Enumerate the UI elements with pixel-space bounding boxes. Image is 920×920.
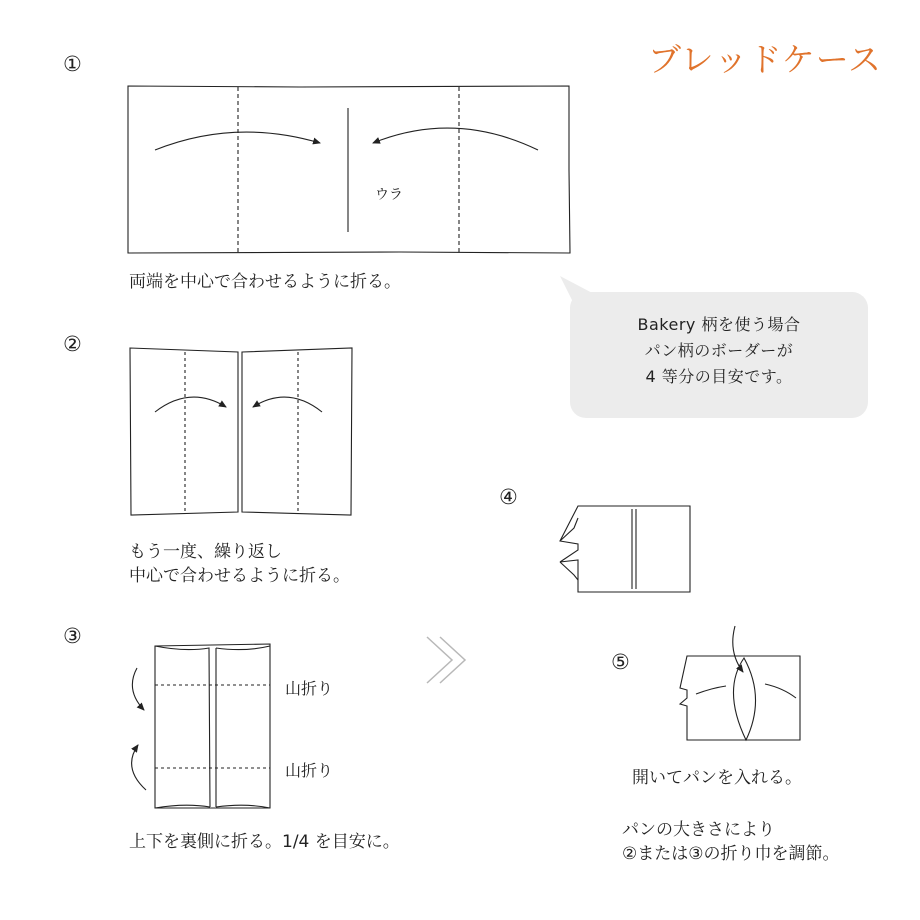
step1-arrow-left xyxy=(155,132,320,150)
step3-fold-label-top: 山折り xyxy=(285,679,334,698)
step2-arrow-right xyxy=(253,397,322,412)
step2-number: ② xyxy=(63,332,82,356)
step3-arrow-top xyxy=(132,668,144,710)
step5-note xyxy=(622,818,839,866)
step5-arrow xyxy=(733,626,743,672)
step3-paper xyxy=(155,644,270,808)
double-chevron-right-icon xyxy=(427,637,465,683)
step2-caption-line-2: 中心で合わせるように折る。 xyxy=(129,566,350,586)
step5-note-line-2: ②または③の折り巾を調節。 xyxy=(622,844,840,864)
step5-opening xyxy=(733,658,755,740)
step5-note-line-1: パンの大きさにより xyxy=(622,820,775,840)
step2-caption xyxy=(129,540,350,588)
step1-diagram xyxy=(128,86,570,253)
step3-fold-label-bottom: 山折り xyxy=(285,761,334,780)
step3-caption: 上下を裏側に折る。1/4 を目安に。 xyxy=(129,832,400,852)
step5-number: ⑤ xyxy=(611,650,630,674)
step2-diagram xyxy=(130,348,352,515)
step4-number: ④ xyxy=(499,485,518,509)
step3-arrow-bottom xyxy=(132,745,146,790)
step1-back-label: ウラ xyxy=(375,187,403,203)
step1-caption: 両端を中心で合わせるように折る。 xyxy=(129,272,401,292)
tip-line-1: Bakery 柄を使う場合 xyxy=(637,315,801,334)
step2-paper-left xyxy=(130,348,238,515)
step5-diagram xyxy=(680,626,800,740)
step4-diagram xyxy=(560,506,690,592)
step3-diagram xyxy=(132,644,270,808)
tip-bubble-text xyxy=(572,312,866,390)
step4-paper xyxy=(560,506,690,592)
step1-number: ① xyxy=(63,52,82,76)
step1-paper xyxy=(128,86,570,253)
step5-caption: 開いてパンを入れる。 xyxy=(632,768,802,788)
tip-line-3: 4 等分の目安です。 xyxy=(645,367,793,386)
step1-arrow-right xyxy=(373,128,538,150)
step2-caption-line-1: もう一度、繰り返し xyxy=(129,542,282,562)
step2-paper-right xyxy=(242,348,352,515)
step3-number: ③ xyxy=(63,624,82,648)
tip-line-2: パン柄のボーダーが xyxy=(644,341,794,360)
step2-arrow-left xyxy=(155,397,226,412)
page-title: ブレッドケース xyxy=(648,40,883,79)
